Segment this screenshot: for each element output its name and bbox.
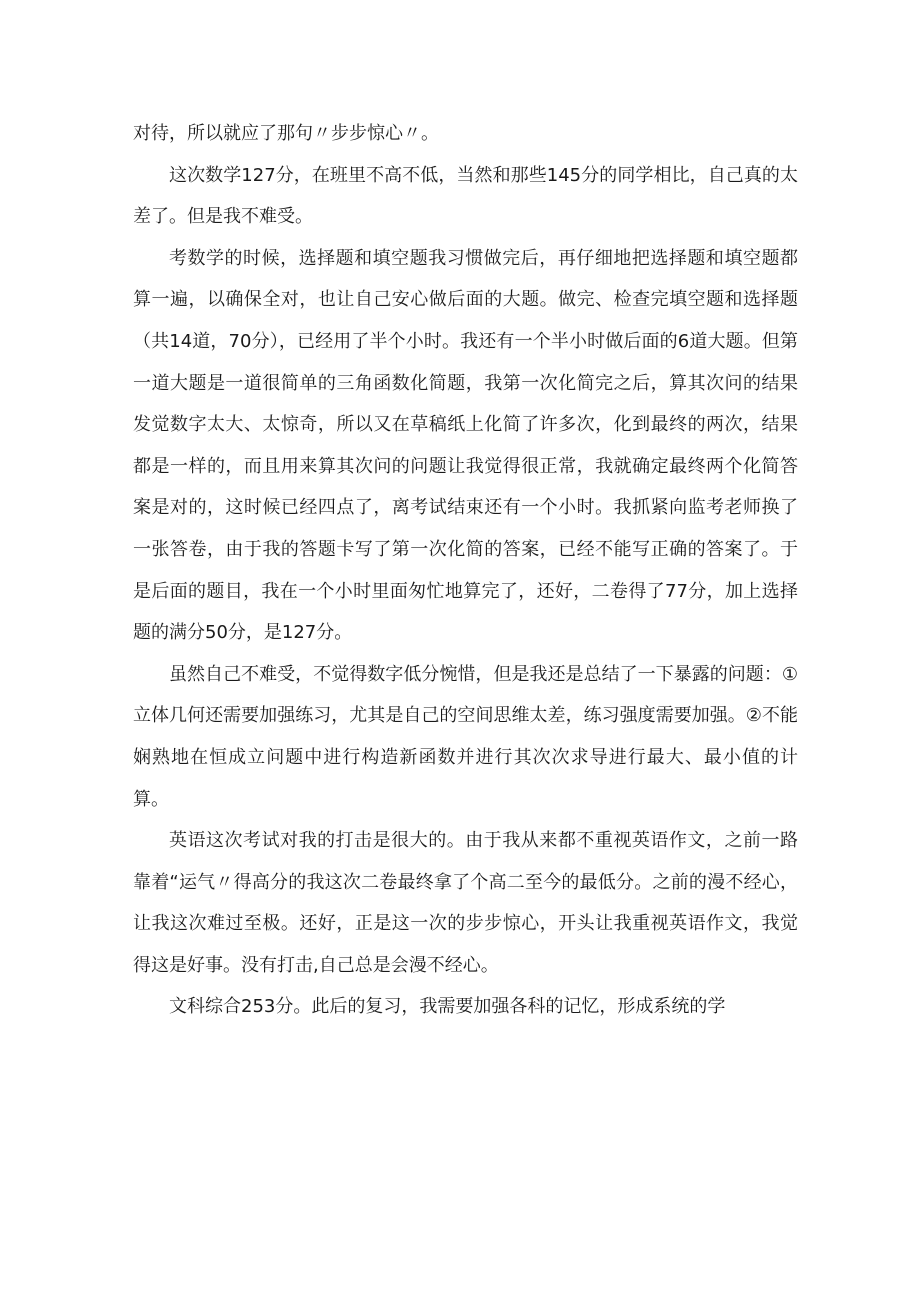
paragraph-2: 这次数学127分，在班里不高不低，当然和那些145分的同学相比，自己真的太差了。但是我不难受。 [133,164,798,228]
document-body [133,113,798,1028]
paragraph-6: 文科综合253分。此后的复习，我需要加强各科的记忆，形成系统的学 [169,996,726,1018]
paragraph-3: 考数学的时候，选择题和填空题我习惯做完后，再仔细地把选择题和填空题都算一遍，以确保全对，也让自己安心做后面的大题。做完、检查完填空题和选择题（共14道，70分），已经用了半个小时。我还有一个半小时做后面的6道大题。但第一道大题是一道很简单的三角函数化简题，我第一次化简完之后，算其次问的结果发觉数字太大、太惊奇，所以又在草稿纸上化简了许多次，化到最终的两次，结果都是一样的，而且用来算其次问的问题让我觉得很正常，我就确定最终两个化简答案是对的，这时候已经四点了，离考试结束还有一个小时。我抓紧向监考老师换了一张答卷，由于我的答题卡写了第一次化简的答案，已经不能写正确的答案了。于是后面的题目，我在一个小时里面匆忙地算完了，还好，二卷得了77分，加上选择题的满分50分，是127分。 [133,247,798,644]
paragraph-4: 虽然自己不难受，不觉得数字低分惋惜，但是我还是总结了一下暴露的问题：①立体几何还需要加强练习，尤其是自己的空间思维太差，练习强度需要加强。②不能娴熟地在恒成立问题中进行构造新函数并进行其次次求导进行最大、最小值的计算。 [133,663,798,810]
paragraph-1: 对待，所以就应了那句〃步步惊心〃。 [133,123,439,144]
paragraph-5: 英语这次考试对我的打击是很大的。由于我从来都不重视英语作文，之前一路靠着“运气〃得高分的我这次二卷最终拿了个高二至今的最低分。之前的漫不经心，让我这次难过至极。还好，正是这一次的步步惊心，开头让我重视英语作文，我觉得这是好事。没有打击,自己总是会漫不经心。 [133,830,798,976]
